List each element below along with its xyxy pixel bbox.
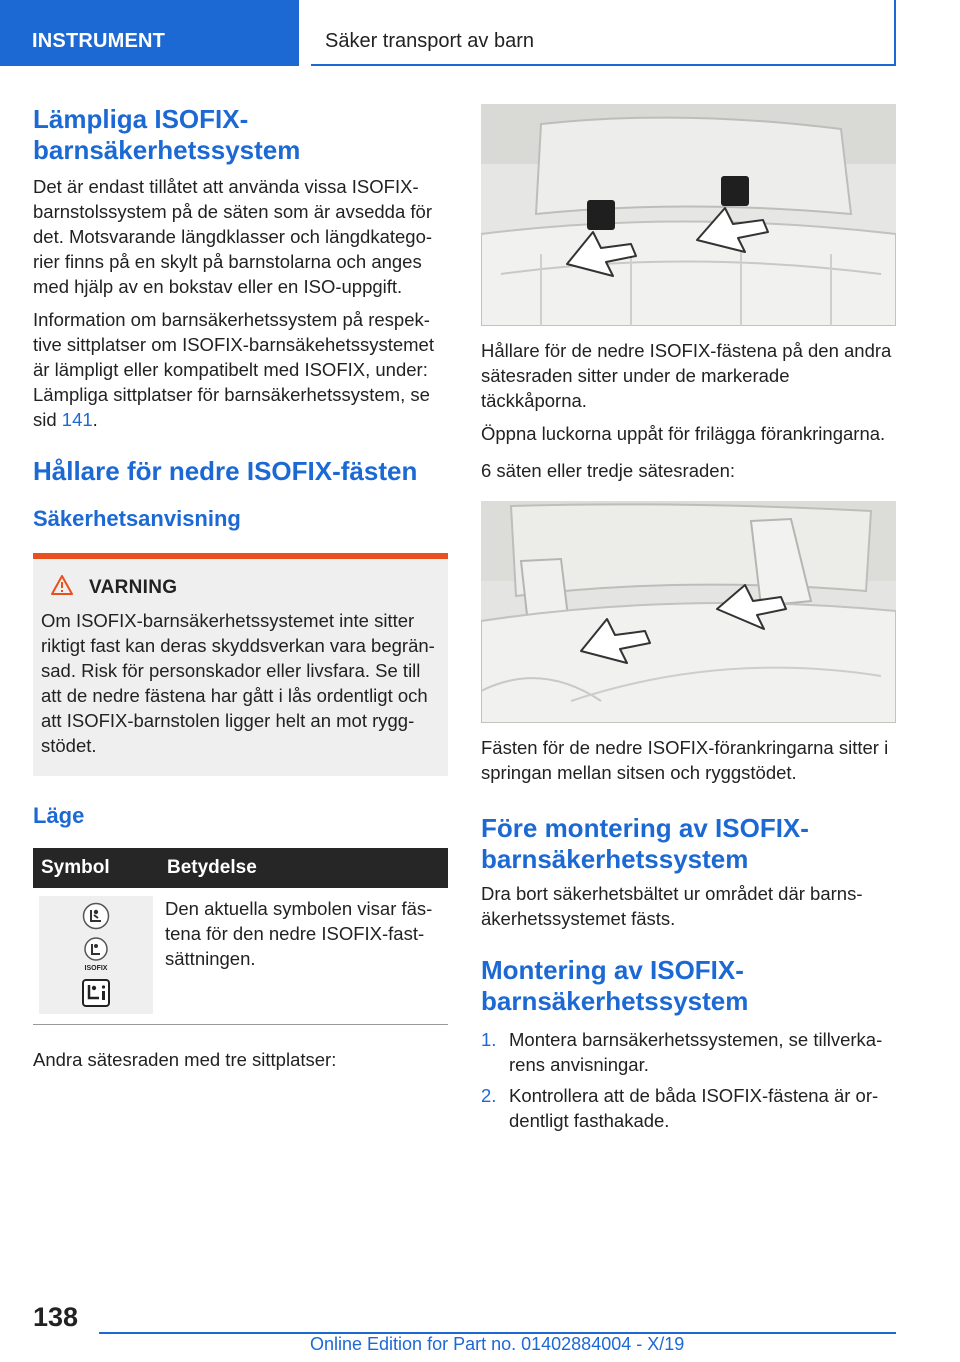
child-seat-icon: [82, 902, 110, 936]
left-column: [33, 104, 448, 1072]
paragraph-open-flaps: Öppna luckorna uppåt för frilägga förankringarna.: [481, 423, 886, 444]
second-row-seat-photo: [481, 104, 896, 326]
list-item: [481, 1083, 896, 1133]
third-row-seat-photo: [481, 501, 896, 723]
heading-before-mounting: Före montering av ISOFIX-barnsäkerhetssystem: [481, 813, 809, 874]
paragraph-six-seats: 6 säten eller tredje sätesraden:: [481, 460, 736, 481]
header-chapter-box: [311, 0, 896, 66]
step-number: 2.: [481, 1085, 497, 1106]
right-column: [481, 104, 896, 1139]
page-footer: [0, 1290, 960, 1362]
step-text: Montera barnsäkerhetssystemen, se tillverka-rens anvisningar.: [509, 1029, 883, 1075]
paragraph-seat-info: [33, 307, 448, 432]
step-text: Kontrollera att de båda ISOFIX-fästena är or-dentligt fasthakade.: [509, 1085, 879, 1131]
seat-info-end: .: [92, 409, 98, 430]
heading-safety-note: Säkerhetsanvisning: [33, 506, 241, 531]
col-header-meaning: Betydelse: [159, 848, 448, 888]
paragraph-remove-belt: Dra bort säkerhetsbältet ur området där barns-äkerhetssystemet fästs.: [481, 883, 863, 929]
mounting-steps-list: [481, 1027, 896, 1133]
symbol-cell: [33, 888, 159, 1025]
list-item: [481, 1027, 896, 1077]
warning-text: Om ISOFIX-barnsäkerhetssystemet inte sitter riktigt fast kan deras skyddsverkan vara begrän-sad. Risk för personskador eller livsfara. Se till att de nedre fästena har gått i lås ordentligt och att ISOFIX-barnstolen ligger helt an mot rygg-stödet.: [41, 610, 435, 756]
heading-isofix-systems: Lämpliga ISOFIX-barnsäkerhetssystem: [33, 104, 301, 165]
caption-cover-caps: Hållare för de nedre ISOFIX-fästena på den andra sätesraden sitter under de markerade täckkåporna.: [481, 340, 892, 411]
heading-lower-anchors: Hållare för nedre ISOFIX-fästen: [33, 456, 418, 486]
edition-text: Online Edition for Part no. 01402884004 - X/19: [310, 1334, 685, 1354]
warning-triangle-icon: [51, 575, 73, 600]
header-chapter-title: Säker transport av barn: [325, 30, 534, 52]
symbol-table: [33, 848, 448, 1025]
warning-box: [33, 553, 448, 776]
isofix-anchor-info-icon: [81, 978, 111, 1014]
page-link-141[interactable]: 141: [61, 409, 93, 430]
col-header-symbol: Symbol: [33, 848, 159, 888]
heading-mounting: Montering av ISOFIX-barnsäkerhetssystem: [481, 955, 749, 1016]
isofix-icon-text: ISOFIX: [84, 965, 108, 972]
header-section-label: INSTRUMENT: [32, 30, 166, 52]
isofix-symbol-icon: [81, 936, 111, 978]
seat-info-text: Information om barnsäkerhetssystem på respek-tive sittplatser om ISOFIX-barnsäkehetssystemet är lämpligt eller kompatibelt med ISOFIX, under: Lämpliga sittplatser för barnsäkerhetssystem, se sid: [33, 309, 434, 430]
step-number: 1.: [481, 1029, 497, 1050]
header-section-tab: [0, 0, 299, 66]
caption-anchor-gap: Fästen för de nedre ISOFIX-förankringarna sitter i springan mellan sitsen och ryggstödet.: [481, 737, 889, 783]
page-number: 138: [33, 1302, 79, 1332]
paragraph-allowed-systems: Det är endast tillåtet att använda vissa ISOFIX-barnstolssystem på de säten som är avsedda för det. Motsvarande längdklasser och längdkatego-rier finns på en skylt på barnstolarna och anges med hjälp av en bokstav eller en ISO-uppgift.: [33, 176, 433, 297]
warning-title: VARNING: [89, 576, 178, 598]
table-row: [33, 888, 448, 1025]
paragraph-second-row: Andra sätesraden med tre sittplatser:: [33, 1049, 337, 1070]
table-header-row: [33, 848, 448, 888]
heading-position: Läge: [33, 803, 85, 828]
meaning-cell: Den aktuella symbolen visar fäs-tena för den nedre ISOFIX-fast-sättningen.: [159, 888, 448, 1025]
